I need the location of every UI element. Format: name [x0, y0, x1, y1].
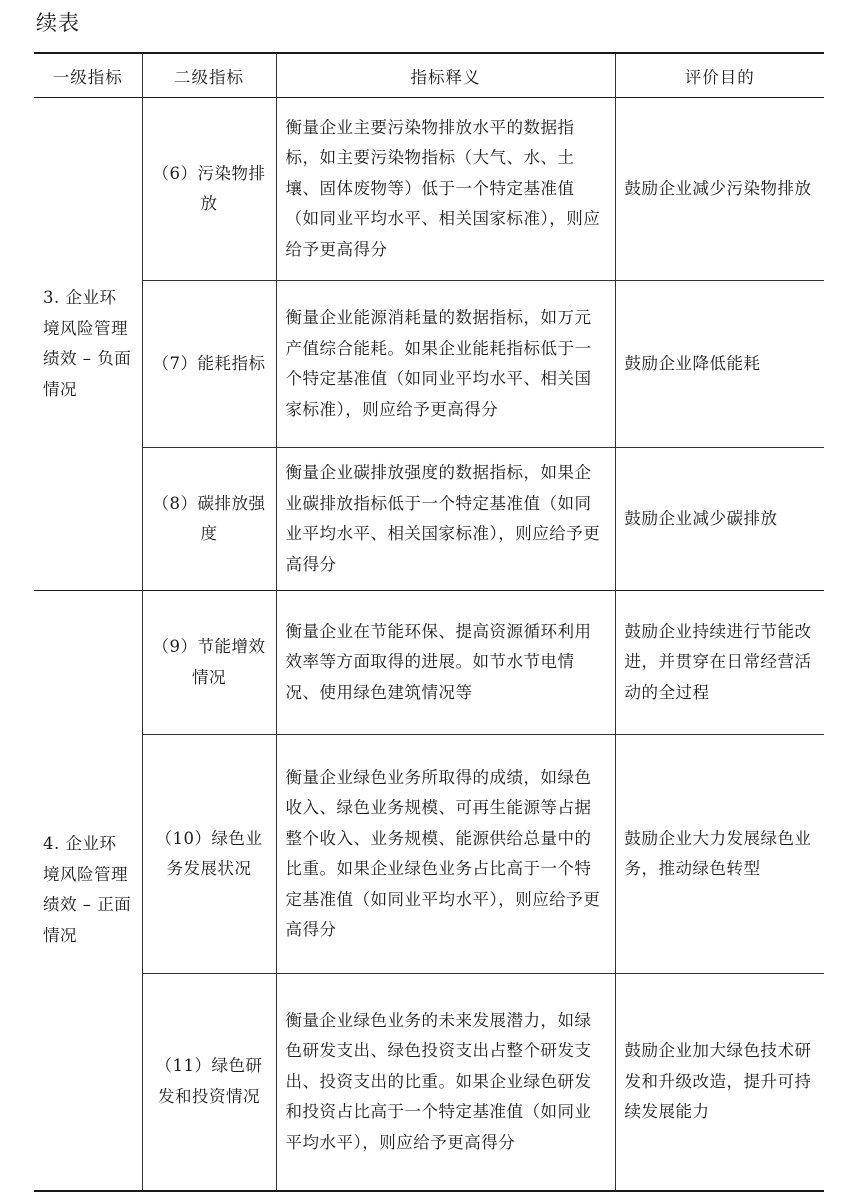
definition-energy: 衡量企业能源消耗量的数据指标，如万元产值综合能耗。如果企业能耗指标低于一个特定基准值（如同业平均水平、相关国家标准），则应给予更高得分 [276, 281, 615, 448]
table-row [34, 281, 824, 448]
table-row [34, 974, 824, 1191]
table-row [34, 448, 824, 591]
purpose-green-business: 鼓励企业大力发展绿色业务，推动绿色转型 [615, 735, 824, 974]
table-row [34, 735, 824, 974]
level2-efficiency: （9）节能增效情况 [142, 591, 276, 735]
level2-green-business: （10）绿色业务发展状况 [142, 735, 276, 974]
level2-carbon: （8）碳排放强度 [142, 448, 276, 591]
level2-energy: （7）能耗指标 [142, 281, 276, 448]
header-purpose: 评价目的 [615, 53, 824, 98]
table-header-row [34, 53, 824, 98]
purpose-energy: 鼓励企业降低能耗 [615, 281, 824, 448]
level1-positive: 4. 企业环境风险管理绩效 – 正面情况 [43, 834, 132, 945]
purpose-efficiency: 鼓励企业持续进行节能改进，并贯穿在日常经营活动的全过程 [615, 591, 824, 735]
level1-negative: 3. 企业环境风险管理绩效 – 负面情况 [43, 288, 132, 399]
definition-green-rd: 衡量企业绿色业务的未来发展潜力，如绿色研发支出、绿色投资支出占整个研发支出、投资支出的比重。如果企业绿色研发和投资占比高于一个特定基准值（如同业平均水平），则应给予更高得分 [276, 974, 615, 1191]
header-level1: 一级指标 [52, 67, 123, 87]
definition-green-business: 衡量企业绿色业务所取得的成绩，如绿色收入、绿色业务规模、可再生能源等占据整个收入、业务规模、能源供给总量中的比重。如果企业绿色业务占比高于一个特定基准值（如同业平均水平），则应给予更高得分 [276, 735, 615, 974]
definition-pollutant: 衡量企业主要污染物排放水平的数据指标，如主要污染物指标（大气、水、土壤、固体废物等）低于一个特定基准值（如同业平均水平、相关国家标准），则应给予更高得分 [276, 98, 615, 281]
level2-pollutant: （6）污染物排放 [142, 98, 276, 281]
purpose-green-rd: 鼓励企业加大绿色技术研发和升级改造，提升可持续发展能力 [615, 974, 824, 1191]
purpose-pollutant: 鼓励企业减少污染物排放 [615, 98, 824, 281]
indicator-table [34, 52, 824, 1192]
purpose-carbon: 鼓励企业减少碳排放 [615, 448, 824, 591]
definition-carbon: 衡量企业碳排放强度的数据指标，如果企业碳排放指标低于一个特定基准值（如同业平均水平、相关国家标准），则应给予更高得分 [276, 448, 615, 591]
definition-efficiency: 衡量企业在节能环保、提高资源循环利用效率等方面取得的进展。如节水节电情况、使用绿色建筑情况等 [276, 591, 615, 735]
table-row [34, 98, 824, 281]
header-definition: 指标释义 [276, 53, 615, 98]
level2-green-rd: （11）绿色研发和投资情况 [142, 974, 276, 1191]
table-caption: 续表 [36, 11, 80, 35]
header-level2: 二级指标 [142, 53, 276, 98]
table-row [34, 591, 824, 735]
